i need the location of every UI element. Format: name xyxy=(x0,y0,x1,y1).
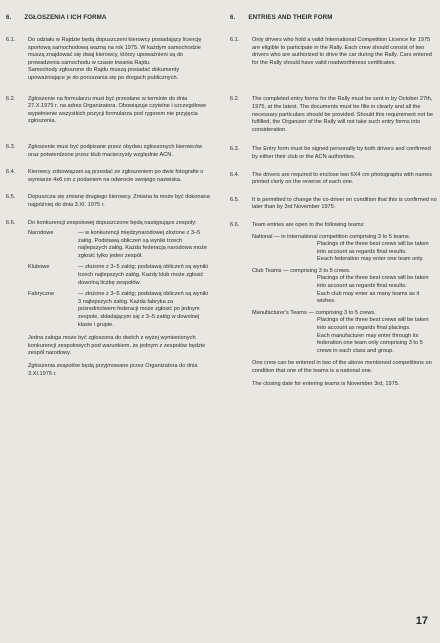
section-number: 6.4. xyxy=(230,171,240,178)
team-types-table xyxy=(28,230,211,333)
section-text: The drivers are required to enclose two 6X4 cm photographs with names printed clerly on the reverse of each one. xyxy=(252,171,433,186)
section-6-1-pl xyxy=(6,37,211,83)
section-number: 6.2. xyxy=(6,95,16,102)
section-text: The closing date for entering teams is November 3rd, 1975. xyxy=(252,380,400,387)
section-text: Zgłoszenia zespołów będą przyjmowane przez Organizatora do dnia 3.XI.1975 r. xyxy=(28,363,198,377)
section-text: The completed entry forms for the Rally must be sent in by October 27th, 1975, at the latest. The documents must be fille in clearly and all the necessary particulars should be provided. Should this requirement not be fulfilled, the Organizer of the Rally will not take such entry forms into consideration. xyxy=(252,96,433,133)
section-text: Zgłoszenie musi być podpisane przez obydwu zgłoszonych kierowców oraz potwierdzone przez klub macierzysty względnie ACN. xyxy=(28,143,203,158)
team-line: Each club may enter as many teams as it wishes. xyxy=(317,290,420,305)
english-column xyxy=(230,14,438,388)
team-block-club xyxy=(252,268,438,306)
section-number: 6.3. xyxy=(6,143,16,150)
section-6-5-pl xyxy=(6,194,211,209)
section-number: 6.5. xyxy=(6,194,16,201)
header-title: ENTRIES AND THEIR FORM xyxy=(248,14,333,21)
section-number: 6.6. xyxy=(6,219,16,226)
polish-column xyxy=(6,14,211,378)
section-text: Dopuszcza się zmianę drugiego kierowcy. Zmiana ta może być dokonana najpóźniej do dnia 3.XI. 1975 r. xyxy=(28,194,210,208)
section-number: 6.1. xyxy=(230,37,240,43)
section-header-pl xyxy=(6,14,211,21)
team-heading: National — in international competition comprising 3 to 5 teams. xyxy=(252,233,411,240)
section-number: 6.1. xyxy=(6,37,16,43)
section-6-2-pl xyxy=(6,96,211,126)
page-number: 17 xyxy=(415,615,428,627)
team-line: Placings of the three best crews will be taken into account as regards final results. xyxy=(317,241,429,255)
section-text: The Entry form must be signed personally by both drivers and confirmed by either their club or the ACN authorities. xyxy=(252,146,431,160)
team-block-national xyxy=(252,234,438,264)
team-type-label: Narodowe xyxy=(28,230,54,237)
header-number: 6. xyxy=(6,14,12,21)
team-type-desc: — złożone z 3–5 załóg; podstawą obliczeń są wyniki 3 najlepszych załóg. Każda fabryka za pośrednictwem federacji może zgłosić po jednym zespole, składającym się z 3–5 załóg w dowolnej klasie i grupie. xyxy=(78,291,208,328)
section-number: 6.3. xyxy=(230,146,240,153)
section-6-3-en xyxy=(230,146,438,161)
section-text: Kierowcy zobowiązani są przesłać ze zgłoszeniem po dwie fotografie o wymiarze 4x6 cm z podaniem na odwrocie swojego nazwiska. xyxy=(28,169,204,183)
section-text: Zgłoszenie na formularzu musi być przesłane w terminie do dnia 27.X.1975 r. na adres Organizatora. Obowiązuje czytelne i szczegółowe wypełnienie wszystkich pozycji formularza pod rygorem nie przyjęcia zgłoszenia. xyxy=(28,95,207,125)
section-number: 6.6. xyxy=(230,221,240,228)
header-number: 6. xyxy=(230,14,236,21)
section-6-2-en xyxy=(230,96,438,134)
team-type-desc: — w konkurencji międzynarodowej złożone z 3–5 załóg. Podstawą obliczeń są wyniki trzech najlepszych załóg. Każda federacja narodowa może zgłosić tylko jeden zespół. xyxy=(78,230,208,259)
header-title: ZGŁOSZENIA I ICH FORMA xyxy=(24,14,107,21)
team-type-label: Fabryczne xyxy=(28,291,55,298)
section-text: Do udziału w Rajdzie będą dopuszczeni kierowcy posiadający licencję sportową samochodową ważną na rok 1975. W każdym samochodzie muszą znajdować się dwaj kierowcy, którzy upoważnieni są do prowadzenia samochodu w czasie trwania Rajdu. xyxy=(28,37,202,66)
team-line: Placings of the three best crews will be taken into account as regards final placings. xyxy=(317,317,429,332)
section-number: 6.2. xyxy=(230,96,240,103)
section-text: Only drivers who hold a valid International Competition Licence for 1975 are eligible to participate in the Rally. Each crew should consist of two drivers who are authorized to drive the car during the Rally. Cars entered for the Rally should have valid roadworthiness certificates. xyxy=(252,37,432,66)
section-text: It is permitted to change the co-driver on condition that this is confirmed no later than by 3rd November 1975. xyxy=(252,196,437,211)
section-6-5-en xyxy=(230,197,438,212)
section-6-6-en xyxy=(230,222,438,388)
section-text: Samochody zgłoszone do Rajdu muszą posiadać dokumenty upoważniające je do poruszania się po drogach publicznych. xyxy=(28,67,180,81)
section-text: Do konkurencji zespołowej dopuszczone będą następujące zespoły: xyxy=(28,219,197,226)
team-block-manufacturer xyxy=(252,310,438,356)
team-line: Placings of the three best crews will be taken into account as regards final results. xyxy=(317,275,429,290)
section-6-1-en xyxy=(230,37,438,67)
section-text: Team entries are open to the following teams: xyxy=(252,221,365,228)
section-number: 6.4. xyxy=(6,169,16,176)
section-6-4-en xyxy=(230,172,438,187)
section-header-en xyxy=(230,14,438,21)
section-number: 6.5. xyxy=(230,196,240,203)
section-6-6-pl xyxy=(6,220,211,379)
section-6-4-pl xyxy=(6,169,211,184)
team-type-label: Klubowe xyxy=(28,264,50,271)
section-6-3-pl xyxy=(6,144,211,159)
section-text: One crew can be entered in two of the above mentioned competitions on condition that one of the teams is a national one. xyxy=(252,360,432,374)
team-type-desc: — złożone z 3–5 załóg; podstawą obliczeń są wyniki trzech najlepszych załóg. Każdy klub może zgłosić dowolną liczbę zespołów. xyxy=(78,264,208,286)
team-line: Each manufacturer may enter through its federation one team only comprising 3 to 5 crews in each class and group. xyxy=(317,332,423,354)
team-heading: Manufacturer's Teams — comprising 3 to 5 crews. xyxy=(252,309,376,316)
team-line: Eeach federation may enter one team only. xyxy=(317,256,424,263)
team-heading: Club Teams — comprising 3 to 5 crews. xyxy=(252,267,351,274)
section-text: Jedna załoga może być zgłoszona do dwóch z wyżej wymienionych konkurencji zespołowych pod warunkiem, że jednym z zespołów będzie zespół narodowy. xyxy=(28,335,206,357)
